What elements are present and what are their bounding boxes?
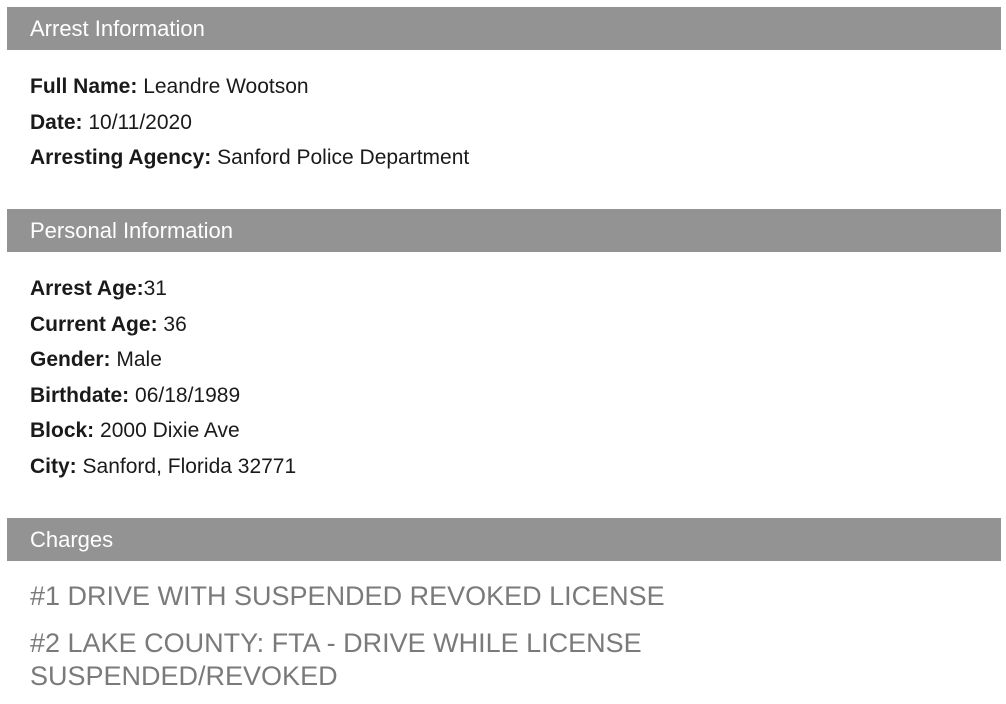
arrest-age-field [30, 271, 296, 307]
full-name-field [30, 69, 469, 105]
gender-label: Gender: [30, 348, 111, 371]
charges-header: Charges [7, 518, 1001, 561]
block-value: 2000 Dixie Ave [100, 419, 240, 442]
arrest-date-value: 10/11/2020 [88, 110, 192, 134]
arrest-information-fields [30, 69, 469, 176]
charge-item: #2 LAKE COUNTY: FTA - DRIVE WHILE LICENSE SUSPENDED/REVOKED [30, 628, 642, 691]
full-name-label: Full Name: [30, 75, 138, 98]
gender-field [30, 342, 296, 378]
birthdate-label: Birthdate: [30, 383, 130, 407]
city-field [30, 449, 296, 485]
arresting-agency-label: Arresting Agency: [30, 146, 212, 169]
arrest-date-field [30, 105, 469, 141]
birthdate-value: 06/18/1989 [135, 383, 241, 407]
arresting-agency-value: Sanford Police Department [217, 146, 470, 169]
arrest-age-value: 31 [143, 277, 167, 300]
personal-information-header: Personal Information [7, 209, 1001, 252]
current-age-field [30, 307, 296, 343]
current-age-value: 36 [163, 312, 187, 336]
arrest-date-label: Date: [30, 110, 83, 134]
block-field [30, 413, 296, 449]
birthdate-field [30, 378, 296, 414]
personal-information-fields [30, 271, 296, 484]
charges-list [30, 580, 750, 704]
city-label: City: [30, 454, 77, 478]
full-name-value: Leandre Wootson [143, 75, 309, 98]
arrest-information-header: Arrest Information [7, 7, 1001, 50]
arresting-agency-field [30, 140, 469, 176]
gender-value: Male [116, 348, 162, 371]
arrest-age-label: Arrest Age: [30, 277, 144, 300]
charge-item: #1 DRIVE WITH SUSPENDED REVOKED LICENSE [30, 581, 665, 611]
city-value: Sanford, Florida 32771 [82, 454, 297, 478]
block-label: Block: [30, 419, 95, 442]
current-age-label: Current Age: [30, 312, 158, 336]
